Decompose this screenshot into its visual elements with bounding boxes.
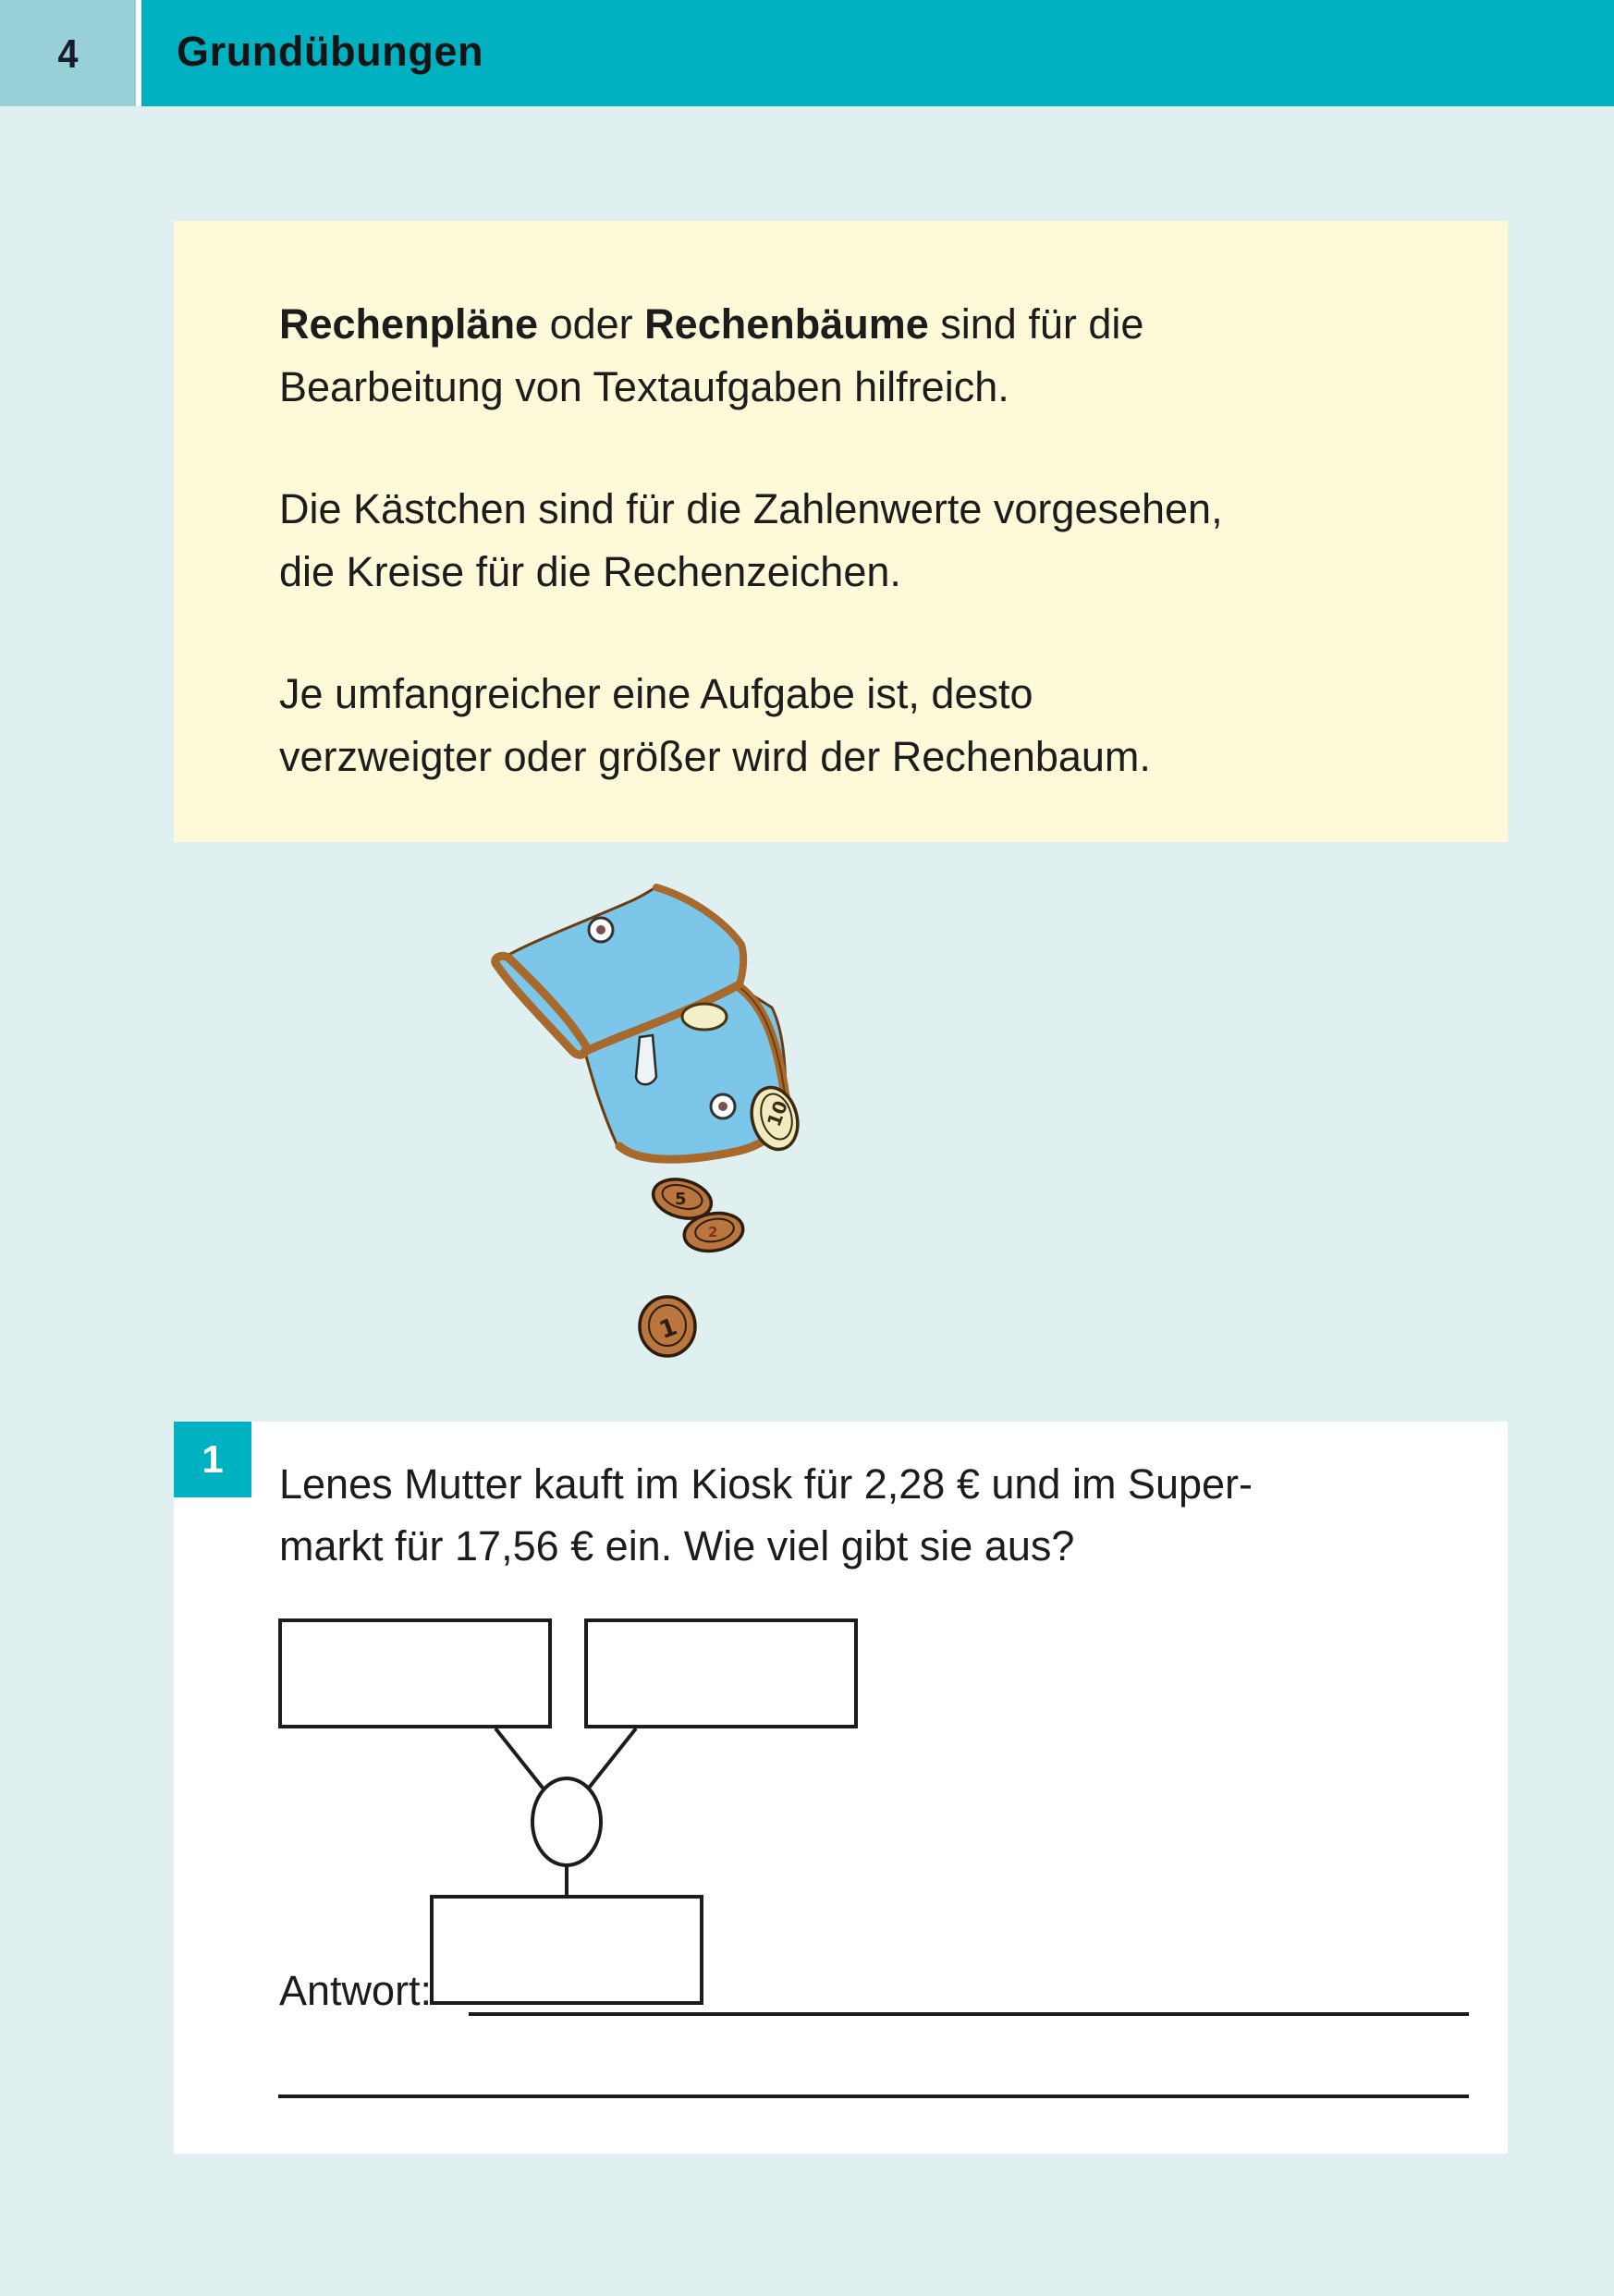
page-number: 4 (57, 31, 79, 77)
coin-1-icon (640, 1297, 695, 1356)
coin-icon (682, 1004, 727, 1030)
answer-label: Antwort: (279, 1967, 433, 2014)
tree-connector (586, 1728, 636, 1791)
info-line: verzweigter oder größer wird der Rechenbaum. (279, 733, 1151, 780)
info-text-fragment: sind für die (928, 300, 1144, 348)
snap-button-icon (711, 1094, 735, 1118)
coin-label: 10 (762, 1097, 793, 1130)
answer-line-1[interactable] (469, 2012, 1469, 2016)
exercise-line: markt für 17,56 € ein. Wie viel gibt sie aus? (279, 1522, 1075, 1569)
info-text-fragment: oder (538, 300, 645, 348)
chapter-title: Grundübungen (177, 28, 484, 75)
page-number-box (0, 0, 136, 106)
coin-label: 1 (655, 1313, 681, 1345)
info-line: Je umfangreicher eine Aufgabe ist, desto (279, 670, 1033, 717)
number-box-left[interactable] (280, 1620, 550, 1727)
exercise-line: Lenes Mutter kauft im Kiosk für 2,28 € und im Super- (279, 1460, 1253, 1508)
operator-circle[interactable] (532, 1778, 601, 1865)
calculation-tree (174, 1422, 1508, 2154)
info-line: die Kreise für die Rechenzeichen. (279, 548, 901, 595)
info-text (279, 293, 1462, 848)
info-paragraph-3 (279, 663, 1462, 788)
answer-line-2[interactable] (278, 2094, 1469, 2098)
coin-label: 2 (708, 1224, 718, 1240)
exercise-card (174, 1422, 1508, 2154)
info-box (174, 221, 1508, 842)
info-paragraph-2 (279, 478, 1462, 604)
result-box[interactable] (432, 1897, 702, 2003)
term-rechenplaene: Rechenpläne (279, 300, 539, 348)
info-line: Die Kästchen sind für die Zahlenwerte vorgesehen, (279, 485, 1223, 532)
zipper-pull-icon (636, 1035, 656, 1084)
info-paragraph-1 (279, 293, 1462, 419)
purse-illustration (462, 869, 832, 1368)
number-box-right[interactable] (586, 1620, 856, 1727)
chapter-header (141, 0, 1614, 106)
term-rechenbaeume: Rechenbäume (644, 300, 929, 348)
coin-label: 5 (675, 1190, 687, 1209)
purse-icon (495, 887, 786, 1159)
exercise-number-badge: 1 (174, 1422, 251, 1497)
snap-button-icon (589, 918, 613, 942)
tree-connector (495, 1728, 549, 1796)
info-line: Bearbeitung von Textaufgaben hilfreich. (279, 363, 1009, 410)
